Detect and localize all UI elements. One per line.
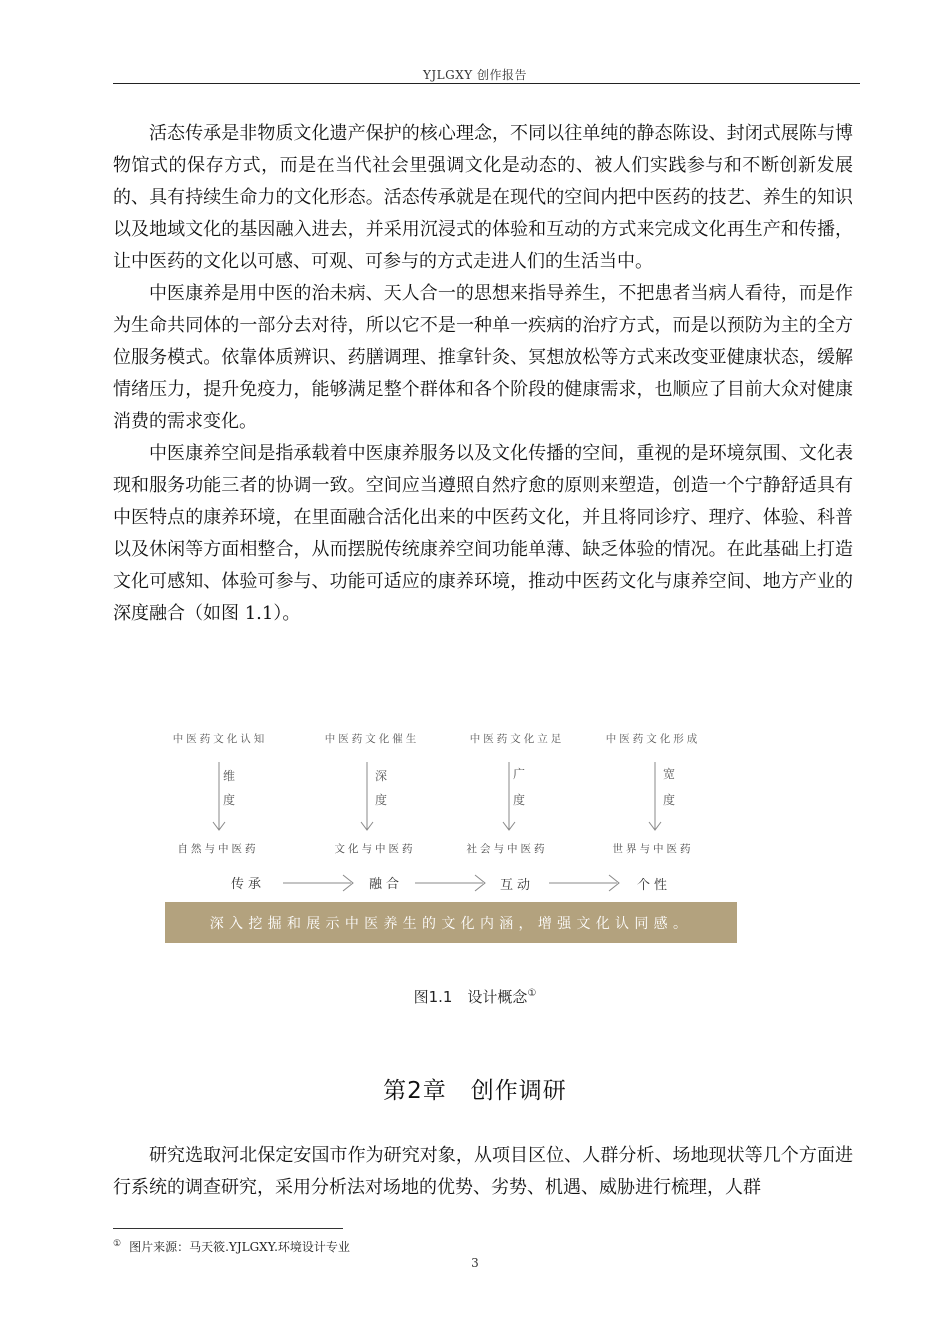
figure-caption-text: 图1.1 设计概念 <box>413 988 528 1006</box>
column-3-dim-char-1: 广 <box>512 767 526 781</box>
column-4-dim-char-1: 宽 <box>662 767 676 781</box>
footnote-text: 图片来源：马天筱.YJLGXY.环境设计专业 <box>129 1240 350 1254</box>
column-3-top-label: 中医药文化立足 <box>469 733 565 745</box>
column-4-top-label: 中医药文化形成 <box>605 733 701 745</box>
chapter-heading: 第2章 创作调研 <box>383 1078 567 1104</box>
design-concept-figure <box>165 728 737 944</box>
flow-label-4: 个性 <box>636 878 672 893</box>
footnote-mark: ① <box>113 1239 122 1249</box>
flow-label-1: 传承 <box>230 877 266 892</box>
paragraph-tcm-wellness: 中医康养是用中医的治未病、天人合一的思想来指导养生，不把患者当病人看待，而是作为生命共同体的一部分去对待，所以它不是一种单一疾病的治疗方式，而是以预防为主的全方位服务模式。依靠体质辨识、药膳调理、推拿针灸、冥想放松等方式来改变亚健康状态，缓解情绪压力，提升免疫力，能够满足整个群体和各个阶段的健康需求，也顺应了目前大众对健康消费的需求变化。 <box>113 283 853 432</box>
flow-label-3: 互动 <box>499 878 535 893</box>
column-3-dim-char-2: 度 <box>512 793 526 807</box>
column-1-dim-char-2: 度 <box>222 793 236 807</box>
section-1-body <box>113 118 853 630</box>
summary-banner-text: 深入挖掘和展示中医养生的文化内涵，增强文化认同感。 <box>209 916 693 932</box>
footnote <box>113 1238 350 1255</box>
section-2-body <box>113 1140 853 1204</box>
column-2-top-label: 中医药文化催生 <box>324 733 420 745</box>
figure-caption <box>0 986 950 1007</box>
column-4-subject: 世界与中医药 <box>612 843 694 855</box>
concept-diagram <box>165 728 737 944</box>
column-4-dim-char-2: 度 <box>662 793 676 807</box>
footnote-rule <box>113 1228 343 1229</box>
column-1-top-label: 中医药文化认知 <box>172 733 268 745</box>
column-2-dim-char-2: 度 <box>374 793 388 807</box>
header-rule <box>113 83 860 84</box>
paragraph-live-inheritance: 活态传承是非物质文化遗产保护的核心理念，不同以往单纯的静态陈设、封闭式展陈与博物馆式的保存方式，而是在当代社会里强调文化是动态的、被人们实践参与和不断创新发展的、具有持续生命力的文化形态。活态传承就是在现代的空间内把中医药的技艺、养生的知识以及地域文化的基因融入进去，并采用沉浸式的体验和互动的方式来完成文化再生产和传播，让中医药的文化以可感、可观、可参与的方式走进人们的生活当中。 <box>113 123 853 272</box>
column-1-subject: 自然与中医药 <box>177 843 259 855</box>
paragraph-wellness-space: 中医康养空间是指承载着中医康养服务以及文化传播的空间，重视的是环境氛围、文化表现和服务功能三者的协调一致。空间应当遵照自然疗愈的原则来塑造，创造一个宁静舒适具有中医特点的康养环境，在里面融合活化出来的中医药文化，并且将同诊疗、理疗、体验、科普以及休闲等方面相整合，从而摆脱传统康养空间功能单薄、缺乏体验的情况。在此基础上打造文化可感知、体验可参与、功能可适应的康养环境，推动中医药文化与康养空间、地方产业的深度融合（如图 1.1）。 <box>113 443 853 624</box>
figure-caption-footnote-mark: ① <box>527 988 537 999</box>
flow-label-2: 融合 <box>368 877 404 892</box>
column-2-dim-char-1: 深 <box>374 769 388 783</box>
column-1-dim-char-1: 维 <box>222 769 236 783</box>
column-2-subject: 文化与中医药 <box>334 843 416 855</box>
column-3-subject: 社会与中医药 <box>466 843 548 855</box>
page-number: 3 <box>471 1256 479 1270</box>
paragraph-research-intro: 研究选取河北保定安国市作为研究对象，从项目区位、人群分析、场地现状等几个方面进行系统的调查研究，采用分析法对场地的优势、劣势、机遇、威胁进行梳理，人群 <box>113 1145 853 1198</box>
running-header: YJLGXY 创作报告 <box>422 68 528 82</box>
